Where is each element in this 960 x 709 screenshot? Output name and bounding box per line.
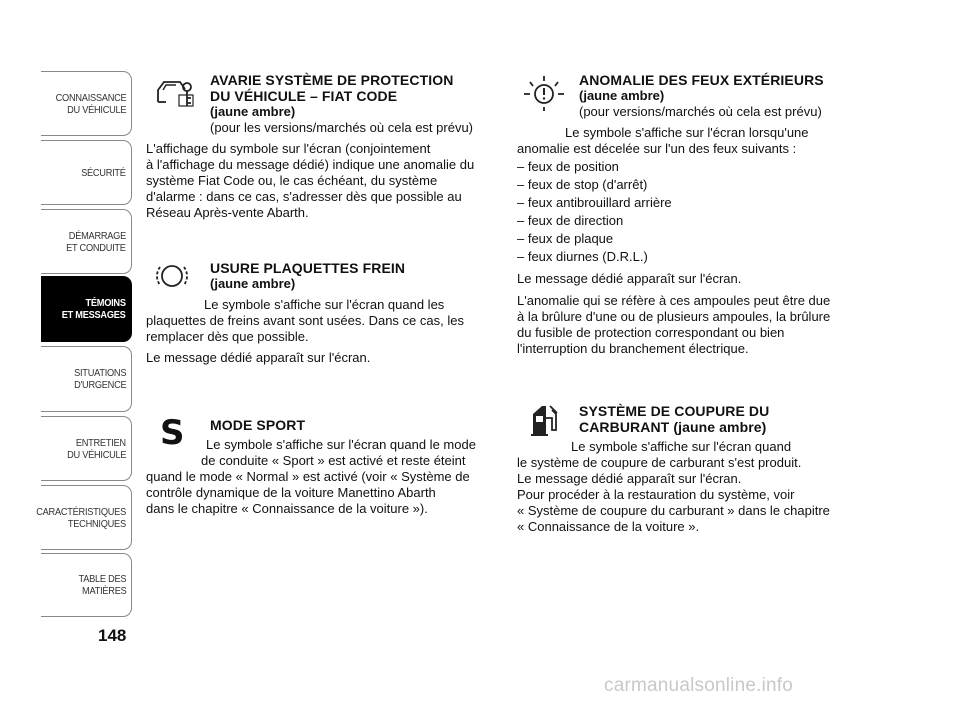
- body-line: Le symbole s'affiche sur l'écran quand les: [204, 297, 445, 312]
- body-line: contrôle dynamique de la voiture Manettino Abarth: [146, 485, 436, 500]
- section-note: (pour les versions/marchés où cela est prévu): [210, 120, 474, 135]
- body-line: de conduite « Sport » est activé et reste éteint: [201, 453, 466, 468]
- body-line: dans le chapitre « Connaissance de la voiture »).: [146, 501, 428, 516]
- sport-mode-icon: S: [160, 413, 185, 453]
- list-item: – feux antibrouillard arrière: [517, 195, 672, 210]
- body-line: Le symbole s'affiche sur l'écran lorsqu'une: [565, 125, 809, 140]
- list-item: – feux de stop (d'arrêt): [517, 177, 648, 192]
- section-title: ANOMALIE DES FEUX EXTÉRIEURS: [579, 72, 824, 88]
- body-line: « Système de coupure du carburant » dans le chapitre: [517, 503, 830, 518]
- body-line: d'alarme : dans ce cas, s'adresser dès que possible au: [146, 189, 462, 204]
- section-sport-mode: [146, 417, 506, 517]
- page-number: 148: [98, 626, 127, 645]
- body-paragraph: Le message dédié apparaît sur l'écran.: [517, 271, 742, 286]
- section-subtitle: (jaune ambre): [210, 276, 296, 291]
- section-title: MODE SPORT: [210, 417, 306, 433]
- tab-label-line1: ENTRETIEN: [76, 436, 126, 449]
- tab-label-line2: MATIÈRES: [81, 585, 126, 597]
- watermark: carmanualsonline.info: [604, 675, 794, 696]
- tab-label-line2: TECHNIQUES: [68, 517, 126, 530]
- tab-label-line2: DU VÉHICULE: [66, 103, 126, 116]
- section-title: USURE PLAQUETTES FREIN: [210, 260, 406, 276]
- body-line: du fusible de protection correspondant ou bien: [517, 325, 785, 340]
- section-subtitle: (jaune ambre): [579, 88, 665, 103]
- body-line: L'affichage du symbole sur l'écran (conjointement: [146, 141, 431, 156]
- body-line: remplacer dès que possible.: [146, 329, 309, 344]
- section-subtitle: (jaune ambre): [210, 104, 296, 119]
- list-item: – feux de direction: [517, 213, 624, 228]
- section-exterior-lights: [517, 72, 877, 357]
- body-line: le système de coupure de carburant s'est produit.: [517, 455, 802, 470]
- section-title-line1: SYSTÈME DE COUPURE DU: [579, 403, 770, 419]
- tab-label-line1: CONNAISSANCE: [55, 91, 126, 104]
- list-item: – feux de plaque: [517, 231, 614, 246]
- section-title-line1: AVARIE SYSTÈME DE PROTECTION: [210, 72, 454, 88]
- body-line: Réseau Après-vente Abarth.: [146, 205, 309, 220]
- body-line: L'anomalie qui se réfère à ces ampoules peut être due: [517, 293, 831, 308]
- tab-securite[interactable]: [41, 140, 132, 205]
- tab-label-line1: CARACTÉRISTIQUES: [36, 505, 126, 518]
- body-line: « Connaissance de la voiture ».: [517, 519, 700, 534]
- section-title-line2: DU VÉHICULE – FIAT CODE: [210, 88, 398, 104]
- section-note: (pour versions/marchés où cela est prévu): [579, 104, 822, 119]
- body-line: à la brûlure d'une ou de plusieurs ampoules, la brûlure: [517, 309, 831, 324]
- tab-situations-urgence[interactable]: [41, 346, 132, 412]
- body-paragraph: Le message dédié apparaît sur l'écran.: [146, 350, 371, 365]
- section-title-line2: CARBURANT (jaune ambre): [579, 419, 767, 435]
- body-line: l'interruption du branchement électrique.: [517, 341, 749, 356]
- body-line: système Fiat Code ou, le cas échéant, du système: [146, 173, 438, 188]
- body-line: Pour procéder à la restauration du système, voir: [517, 487, 795, 502]
- body-line: Le symbole s'affiche sur l'écran quand le mode: [206, 437, 476, 452]
- section-brake-pads: [146, 260, 506, 366]
- tab-table-matieres[interactable]: [41, 553, 132, 617]
- tab-label-line1: TÉMOINS: [85, 297, 126, 309]
- tab-label-line1: TABLE DES: [78, 573, 126, 585]
- tab-label-line2: ET CONDUITE: [66, 241, 126, 254]
- tab-demarrage-conduite[interactable]: [41, 209, 132, 274]
- tab-connaissance-vehicule[interactable]: [41, 71, 132, 136]
- tab-label-line2: ET MESSAGES: [62, 309, 126, 321]
- section-fuel-cutoff: [517, 403, 877, 535]
- tab-temoins-messages[interactable]: [41, 276, 132, 342]
- body-line: Le symbole s'affiche sur l'écran quand: [571, 439, 792, 454]
- tab-entretien-vehicule[interactable]: [41, 416, 132, 481]
- tab-label-line1: SÉCURITÉ: [81, 166, 126, 179]
- body-line: anomalie est décelée sur l'un des feux suivants :: [517, 141, 797, 156]
- body-line: Le message dédié apparaît sur l'écran.: [517, 471, 742, 486]
- body-line: à l'affichage du message dédié) indique une anomalie du: [146, 157, 475, 172]
- body-line: quand le mode « Normal » est activé (voir « Système de: [146, 469, 470, 484]
- tab-label-line1: DÉMARRAGE: [68, 229, 126, 242]
- body-line: plaquettes de freins avant sont usées. Dans ce cas, les: [146, 313, 464, 328]
- tab-label-line1: SITUATIONS: [73, 367, 126, 379]
- list-item: – feux diurnes (D.R.L.): [517, 249, 648, 264]
- tab-caracteristiques-techniques[interactable]: [36, 485, 132, 550]
- tab-label-line2: DU VÉHICULE: [66, 448, 126, 461]
- list-item: – feux de position: [517, 159, 619, 174]
- tab-label-line2: D'URGENCE: [73, 379, 126, 391]
- section-fiat-code: [146, 72, 506, 221]
